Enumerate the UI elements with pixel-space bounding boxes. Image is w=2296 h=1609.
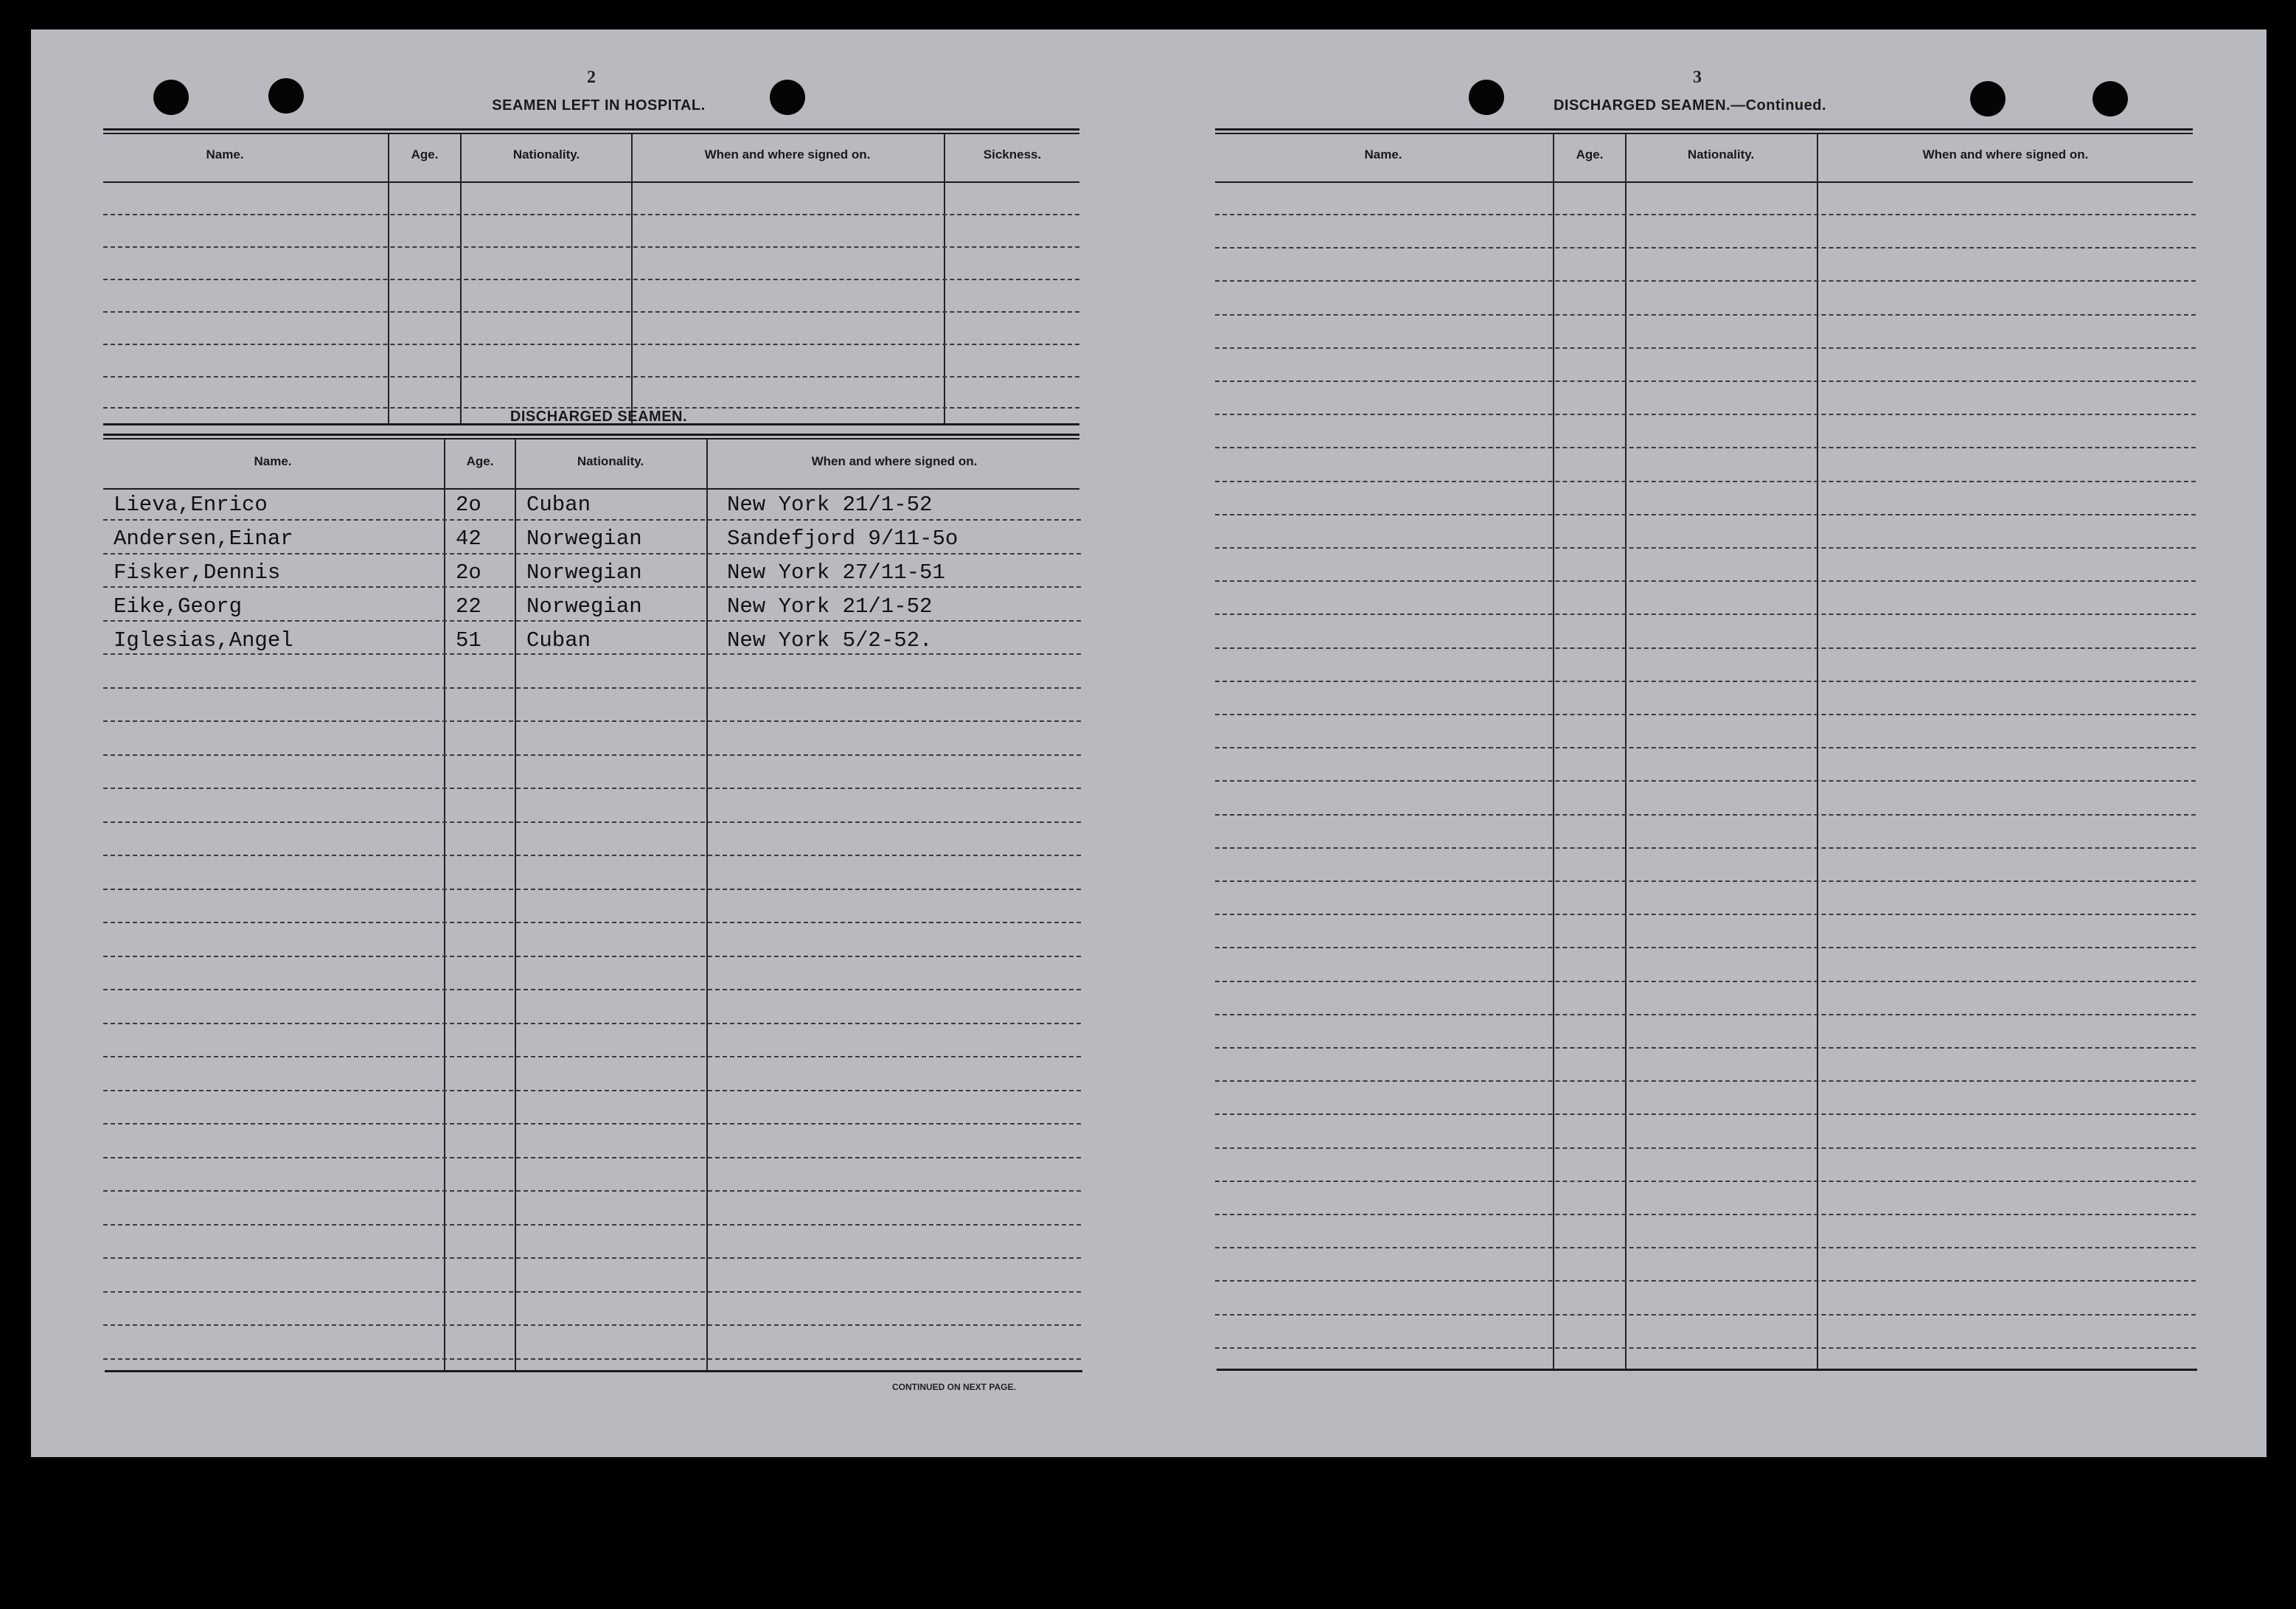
col-header-signed-on: When and where signed on. xyxy=(1922,147,2089,161)
row-line xyxy=(103,989,1081,990)
cell-nationality: Norwegian xyxy=(526,594,642,619)
punch-hole xyxy=(1469,80,1504,115)
col-header-age: Age. xyxy=(411,147,439,161)
row-line xyxy=(1215,947,2196,948)
discharged-section-title: DISCHARGED SEAMEN. xyxy=(509,409,688,425)
row-line xyxy=(103,1324,1081,1326)
cell-age: 22 xyxy=(456,594,481,619)
row-line xyxy=(103,720,1081,722)
row-line xyxy=(103,1123,1081,1125)
row-line xyxy=(103,922,1081,923)
row-line xyxy=(1215,380,2196,382)
row-line xyxy=(103,214,1079,215)
table-rule xyxy=(103,133,1079,134)
table-rule xyxy=(1215,128,2193,131)
row-line xyxy=(1215,1113,2196,1115)
row-line xyxy=(103,553,1081,555)
row-line xyxy=(1215,847,2196,849)
cell-name: Lieva,Enrico xyxy=(114,493,268,517)
row-line xyxy=(103,1358,1081,1360)
row-line xyxy=(103,246,1079,248)
row-line xyxy=(1215,547,2196,549)
punch-hole xyxy=(2093,81,2128,117)
row-line xyxy=(103,754,1081,756)
col-header-name: Name. xyxy=(254,454,292,468)
row-line xyxy=(103,821,1081,823)
cell-name: Andersen,Einar xyxy=(114,527,293,551)
row-line xyxy=(1215,481,2196,482)
table-rule xyxy=(103,438,1079,439)
cell-signed-on: New York 27/11-51 xyxy=(727,560,945,585)
row-line xyxy=(103,1291,1081,1293)
document-sheet xyxy=(31,29,2267,1457)
row-line xyxy=(103,311,1079,313)
cell-signed-on: Sandefjord 9/11-5o xyxy=(727,527,959,551)
row-line xyxy=(103,620,1081,622)
row-line xyxy=(1215,647,2196,649)
row-line xyxy=(1215,247,2196,249)
page-number: 3 xyxy=(1693,68,1702,87)
punch-hole xyxy=(268,78,304,114)
table-rule xyxy=(1217,1369,2197,1371)
row-line xyxy=(103,1257,1081,1259)
cell-signed-on: New York 5/2-52. xyxy=(727,628,933,653)
cell-name: Eike,Georg xyxy=(114,594,243,619)
row-line xyxy=(103,788,1081,789)
row-line xyxy=(1215,747,2196,748)
row-line xyxy=(1215,1014,2196,1015)
row-line xyxy=(1215,1080,2196,1082)
row-line xyxy=(1215,981,2196,982)
table-rule xyxy=(103,434,1079,436)
col-header-signed-on: When and where signed on. xyxy=(704,147,871,161)
discharged-continued-title: DISCHARGED SEAMEN.—Continued. xyxy=(1553,97,1827,114)
row-line xyxy=(103,376,1079,378)
table-rule xyxy=(103,488,1079,490)
row-line xyxy=(103,1023,1081,1024)
column-divider xyxy=(444,439,445,1372)
column-divider xyxy=(706,439,708,1372)
column-divider xyxy=(1625,134,1627,1370)
row-line xyxy=(1215,1314,2196,1316)
col-header-age: Age. xyxy=(466,454,494,468)
row-line xyxy=(1215,614,2196,615)
row-line xyxy=(103,1224,1081,1226)
row-line xyxy=(103,1056,1081,1057)
row-line xyxy=(1215,880,2196,882)
row-line xyxy=(103,344,1079,345)
col-header-nationality: Nationality. xyxy=(577,454,644,468)
cell-nationality: Cuban xyxy=(526,628,591,653)
cell-name: Fisker,Dennis xyxy=(114,560,281,585)
row-line xyxy=(1215,914,2196,915)
cell-age: 2o xyxy=(456,560,481,585)
row-line xyxy=(103,687,1081,689)
cell-nationality: Cuban xyxy=(526,493,591,517)
col-header-age: Age. xyxy=(1576,147,1604,161)
hospital-section-title: SEAMEN LEFT IN HOSPITAL. xyxy=(492,97,706,114)
row-line xyxy=(1215,1247,2196,1248)
row-line xyxy=(103,855,1081,856)
row-line xyxy=(1215,1181,2196,1182)
row-line xyxy=(1215,580,2196,582)
row-line xyxy=(1215,814,2196,816)
punch-hole xyxy=(1970,81,2005,117)
cell-nationality: Norwegian xyxy=(526,527,642,551)
row-line xyxy=(103,653,1081,655)
column-divider xyxy=(1553,134,1554,1370)
page-number: 2 xyxy=(587,68,596,87)
cell-age: 42 xyxy=(456,527,481,551)
col-header-signed-on: When and where signed on. xyxy=(811,454,978,468)
row-line xyxy=(1215,1047,2196,1049)
row-line xyxy=(103,1190,1081,1192)
row-line xyxy=(1215,780,2196,782)
row-line xyxy=(1215,1280,2196,1282)
col-header-nationality: Nationality. xyxy=(1687,147,1755,161)
table-rule xyxy=(1215,181,2193,183)
column-divider xyxy=(515,439,516,1372)
table-rule xyxy=(103,128,1079,131)
col-header-sickness: Sickness. xyxy=(983,147,1042,161)
cell-nationality: Norwegian xyxy=(526,560,642,585)
cell-age: 51 xyxy=(456,628,481,653)
row-line xyxy=(103,1157,1081,1158)
continued-note: CONTINUED ON NEXT PAGE. xyxy=(892,1382,1016,1392)
row-line xyxy=(1215,447,2196,448)
row-line xyxy=(1215,1214,2196,1215)
row-line xyxy=(1215,314,2196,316)
row-line xyxy=(1215,681,2196,682)
table-rule xyxy=(103,181,1079,183)
row-line xyxy=(1215,347,2196,349)
row-line xyxy=(103,1090,1081,1091)
cell-signed-on: New York 21/1-52 xyxy=(727,493,933,517)
row-line xyxy=(103,889,1081,890)
punch-hole xyxy=(153,80,189,115)
cell-name: Iglesias,Angel xyxy=(114,628,293,653)
cell-signed-on: New York 21/1-52 xyxy=(727,594,933,619)
row-line xyxy=(103,519,1081,521)
row-line xyxy=(1215,714,2196,715)
row-line xyxy=(103,279,1079,280)
col-header-nationality: Nationality. xyxy=(512,147,580,161)
row-line xyxy=(103,586,1081,588)
table-rule xyxy=(105,1370,1082,1372)
row-line xyxy=(103,956,1081,957)
column-divider xyxy=(1817,134,1818,1370)
row-line xyxy=(1215,280,2196,282)
table-rule xyxy=(1215,133,2193,134)
col-header-name: Name. xyxy=(206,147,244,161)
row-line xyxy=(1215,514,2196,515)
row-line xyxy=(1215,214,2196,215)
col-header-name: Name. xyxy=(1364,147,1402,161)
row-line xyxy=(1215,1347,2196,1349)
row-line xyxy=(1215,414,2196,415)
row-line xyxy=(1215,1147,2196,1149)
cell-age: 2o xyxy=(456,493,481,517)
